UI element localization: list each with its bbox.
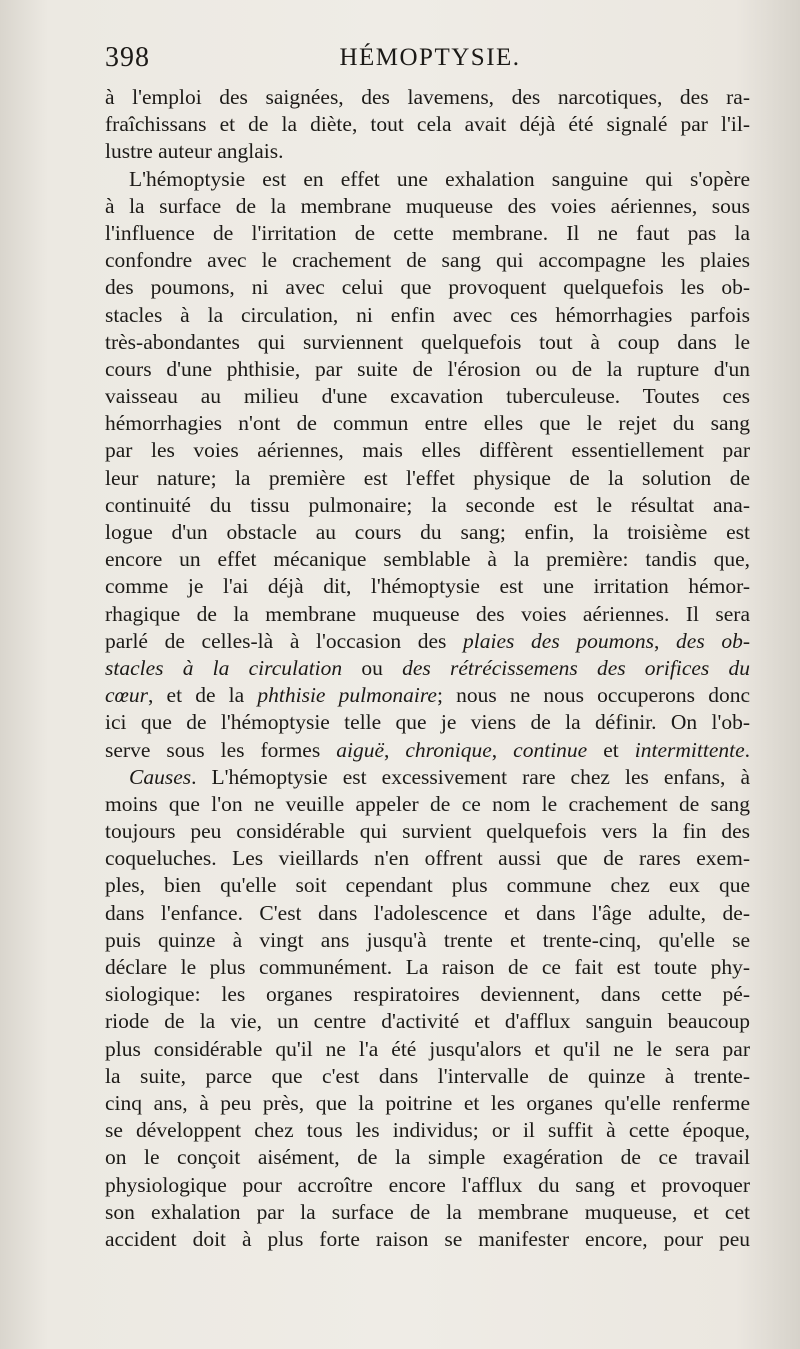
text-line: siologique: les organes respiratoires deviennent, dans cette pé- [105,982,750,1007]
text-line: déclare le plus communément. La raison de ce fait est toute phy- [105,955,750,979]
text-line: des poumons, ni avec celui que provoquent quelquefois les ob- [105,275,750,300]
page-header [105,42,755,82]
text-line: l'influence de l'irritation de cette membrane. Il ne faut pas la [105,220,750,245]
text-line: la suite, parce que c'est dans l'intervalle de quinze à trente- [105,1063,750,1088]
text-line: puis quinze à vingt ans jusqu'à trente et trente-cinq, qu'elle se [105,927,750,952]
text-line: plus considérable qu'il ne l'a été jusqu'alors et qu'il ne le sera par [105,1036,750,1061]
text-line: confondre avec le crachement de sang qui accompagne les plaies [105,248,750,273]
text-line: fraîchissans et de la diète, tout cela avait déjà été signalé par l'il- [105,112,750,137]
text-line: moins que l'on ne veuille appeler de ce nom le crachement de sang [105,791,750,816]
text-line: logue d'un obstacle au cours du sang; enfin, la troisième est [105,520,750,544]
text-line: ici que de l'hémoptysie telle que je viens de la définir. On l'ob- [105,710,750,735]
text-line: à l'emploi des saignées, des lavemens, des narcotiques, des ra- [105,85,750,109]
text-line: Causes. L'hémoptysie est excessivement rare chez les enfans, à [129,764,750,789]
text-line: parlé de celles-là à l'occasion des plaies des poumons, des ob- [105,628,750,653]
text-line: à la surface de la membrane muqueuse des voies aériennes, sous [105,193,750,218]
text-line: cours d'une phthisie, par suite de l'érosion ou de la rupture d'un [105,356,750,381]
text-line: cœur, et de la phthisie pulmonaire; nous ne nous occuperons donc [105,683,751,708]
running-title: HÉMOPTYSIE. [339,44,521,71]
text-line: stacles à la circulation ou des rétrécissemens des orifices du [105,655,751,680]
text-line: accident doit à plus forte raison se manifester encore, pour peu [105,1226,750,1251]
text-line: coqueluches. Les vieillards n'en offrent aussi que de rares exem- [105,846,750,871]
text-line: L'hémoptysie est en effet une exhalation sanguine qui s'opère [129,166,750,191]
text-line: on le conçoit aisément, de la simple exagération de ce travail [105,1145,750,1170]
text-line: riode de la vie, un centre d'activité et d'afflux sanguin beaucoup [105,1009,750,1034]
text-line: comme je l'ai déjà dit, l'hémoptysie est une irritation hémor- [105,574,750,599]
text-line: par les voies aériennes, mais elles diffèrent essentiellement par [105,438,750,463]
text-line: physiologique pour accroître encore l'afflux du sang et provoquer [105,1172,750,1197]
text-line: ples, bien qu'elle soit cependant plus commune chez eux que [105,873,750,898]
text-line: toujours peu considérable qui survient quelquefois vers la fin des [105,819,750,844]
text-line: vaisseau au milieu d'une excavation tuberculeuse. Toutes ces [105,384,750,409]
text-line: lustre auteur anglais. [105,139,284,164]
text-line: cinq ans, à peu près, que la poitrine et les organes qu'elle renferme [105,1090,750,1115]
text-line: encore un effet mécanique semblable à la première: tandis que, [105,547,750,572]
text-line: se développent chez tous les individus; or il suffit à cette époque, [105,1118,750,1143]
body-text [105,84,750,1253]
text-line: dans l'enfance. C'est dans l'adolescence et dans l'âge adulte, de- [105,900,750,925]
page-number: 398 [105,42,150,73]
text-line: très-abondantes qui surviennent quelquefois tout à coup dans le [105,329,750,354]
text-line: leur nature; la première est l'effet physique de la solution de [105,465,750,490]
text-line: stacles à la circulation, ni enfin avec ces hémorrhagies parfois [105,302,750,327]
text-line: rhagique de la membrane muqueuse des voies aériennes. Il sera [105,601,750,626]
text-line: son exhalation par la surface de la membrane muqueuse, et cet [105,1199,750,1224]
text-line: continuité du tissu pulmonaire; la seconde est le résultat ana- [105,492,750,517]
text-line: serve sous les formes aiguë, chronique, continue et intermittente. [105,737,751,762]
text-line: hémorrhagies n'ont de commun entre elles que le rejet du sang [105,411,750,436]
